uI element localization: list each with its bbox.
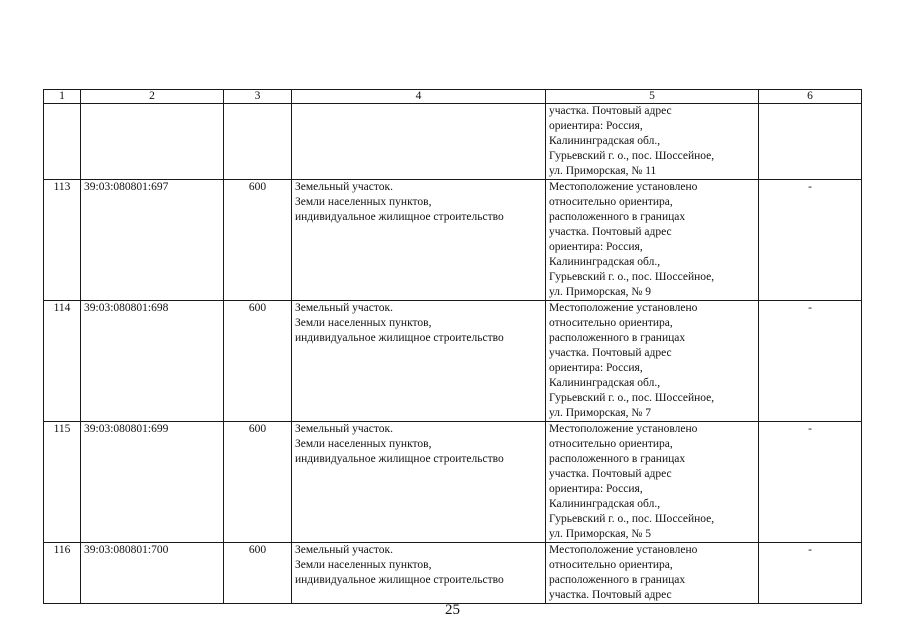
row-number-cell [44,104,81,180]
land-plots-table [43,89,862,604]
location-cell-line: ориентира: Россия, [549,241,643,253]
table-row [44,180,862,301]
location-cell-line: ул. Приморская, № 5 [549,528,651,540]
row-number-cell: 114 [44,301,81,422]
location-cell-line: относительно ориентира, [549,196,673,208]
header-col-3: 3 [224,90,292,104]
header-col-2: 2 [81,90,224,104]
location-cell [546,422,759,543]
location-cell-line: относительно ориентира, [549,438,673,450]
location-cell-line: относительно ориентира, [549,559,673,571]
category-cell [292,180,546,301]
location-cell-line: Гурьевский г. о., пос. Шоссейное, [549,513,715,525]
category-cell-line: индивидуальное жилищное строительство [295,211,504,223]
header-col-1: 1 [44,90,81,104]
header-col-5: 5 [546,90,759,104]
table-body [44,104,862,604]
note-cell: - [759,422,862,543]
note-cell: - [759,543,862,604]
location-cell [546,543,759,604]
category-cell-line: Земли населенных пунктов, [295,438,432,450]
category-cell-line: Земельный участок. [295,181,393,193]
location-cell-line: Гурьевский г. о., пос. Шоссейное, [549,271,715,283]
location-cell-line: Калининградская обл., [549,377,661,389]
location-cell-line: Гурьевский г. о., пос. Шоссейное, [549,392,715,404]
row-number-cell: 116 [44,543,81,604]
cadastral-number-cell: 39:03:080801:699 [81,422,224,543]
category-cell-line: Земельный участок. [295,302,393,314]
row-number-cell: 113 [44,180,81,301]
header-row [44,90,862,104]
note-cell [759,104,862,180]
cadastral-number-cell: 39:03:080801:697 [81,180,224,301]
cadastral-number-cell: 39:03:080801:698 [81,301,224,422]
location-cell-line: Местоположение установлено [549,302,698,314]
category-cell [292,104,546,180]
table-row [44,104,862,180]
category-cell-line: индивидуальное жилищное строительство [295,332,504,344]
cadastral-number-cell [81,104,224,180]
location-cell-line: ул. Приморская, № 11 [549,165,657,177]
category-cell [292,422,546,543]
location-cell-line: расположенного в границах [549,211,686,223]
area-cell [224,104,292,180]
location-cell-line: ориентира: Россия, [549,120,643,132]
header-col-6: 6 [759,90,862,104]
page-number: 25 [445,602,460,618]
location-cell-line: участка. Почтовый адрес [549,589,672,601]
note-cell: - [759,180,862,301]
location-cell [546,301,759,422]
location-cell-line: Калининградская обл., [549,256,661,268]
area-cell: 600 [224,543,292,604]
location-cell-line: относительно ориентира, [549,317,673,329]
category-cell-line: Земли населенных пунктов, [295,196,432,208]
category-cell-line: Земли населенных пунктов, [295,317,432,329]
row-number-cell: 115 [44,422,81,543]
location-cell-line: расположенного в границах [549,453,686,465]
category-cell-line: индивидуальное жилищное строительство [295,574,504,586]
location-cell-line: расположенного в границах [549,332,686,344]
location-cell [546,180,759,301]
location-cell-line: участка. Почтовый адрес [549,226,672,238]
location-cell-line: Калининградская обл., [549,135,661,147]
location-cell-line: ул. Приморская, № 9 [549,286,651,298]
table-row [44,543,862,604]
location-cell-line: расположенного в границах [549,574,686,586]
category-cell-line: Земельный участок. [295,423,393,435]
note-cell: - [759,301,862,422]
location-cell-line: участка. Почтовый адрес [549,468,672,480]
location-cell-line: Калининградская обл., [549,498,661,510]
category-cell-line: индивидуальное жилищное строительство [295,453,504,465]
cadastral-number-cell: 39:03:080801:700 [81,543,224,604]
category-cell [292,543,546,604]
area-cell: 600 [224,422,292,543]
location-cell-line: Гурьевский г. о., пос. Шоссейное, [549,150,715,162]
location-cell-line: ориентира: Россия, [549,362,643,374]
table-row [44,422,862,543]
location-cell [546,104,759,180]
category-cell [292,301,546,422]
location-cell-line: участка. Почтовый адрес [549,105,672,117]
location-cell-line: Местоположение установлено [549,181,698,193]
table-row [44,301,862,422]
area-cell: 600 [224,301,292,422]
location-cell-line: участка. Почтовый адрес [549,347,672,359]
location-cell-line: Местоположение установлено [549,544,698,556]
location-cell-line: Местоположение установлено [549,423,698,435]
location-cell-line: ул. Приморская, № 7 [549,407,651,419]
category-cell-line: Земли населенных пунктов, [295,559,432,571]
header-col-4: 4 [292,90,546,104]
table-header [44,90,862,104]
location-cell-line: ориентира: Россия, [549,483,643,495]
category-cell-line: Земельный участок. [295,544,393,556]
area-cell: 600 [224,180,292,301]
